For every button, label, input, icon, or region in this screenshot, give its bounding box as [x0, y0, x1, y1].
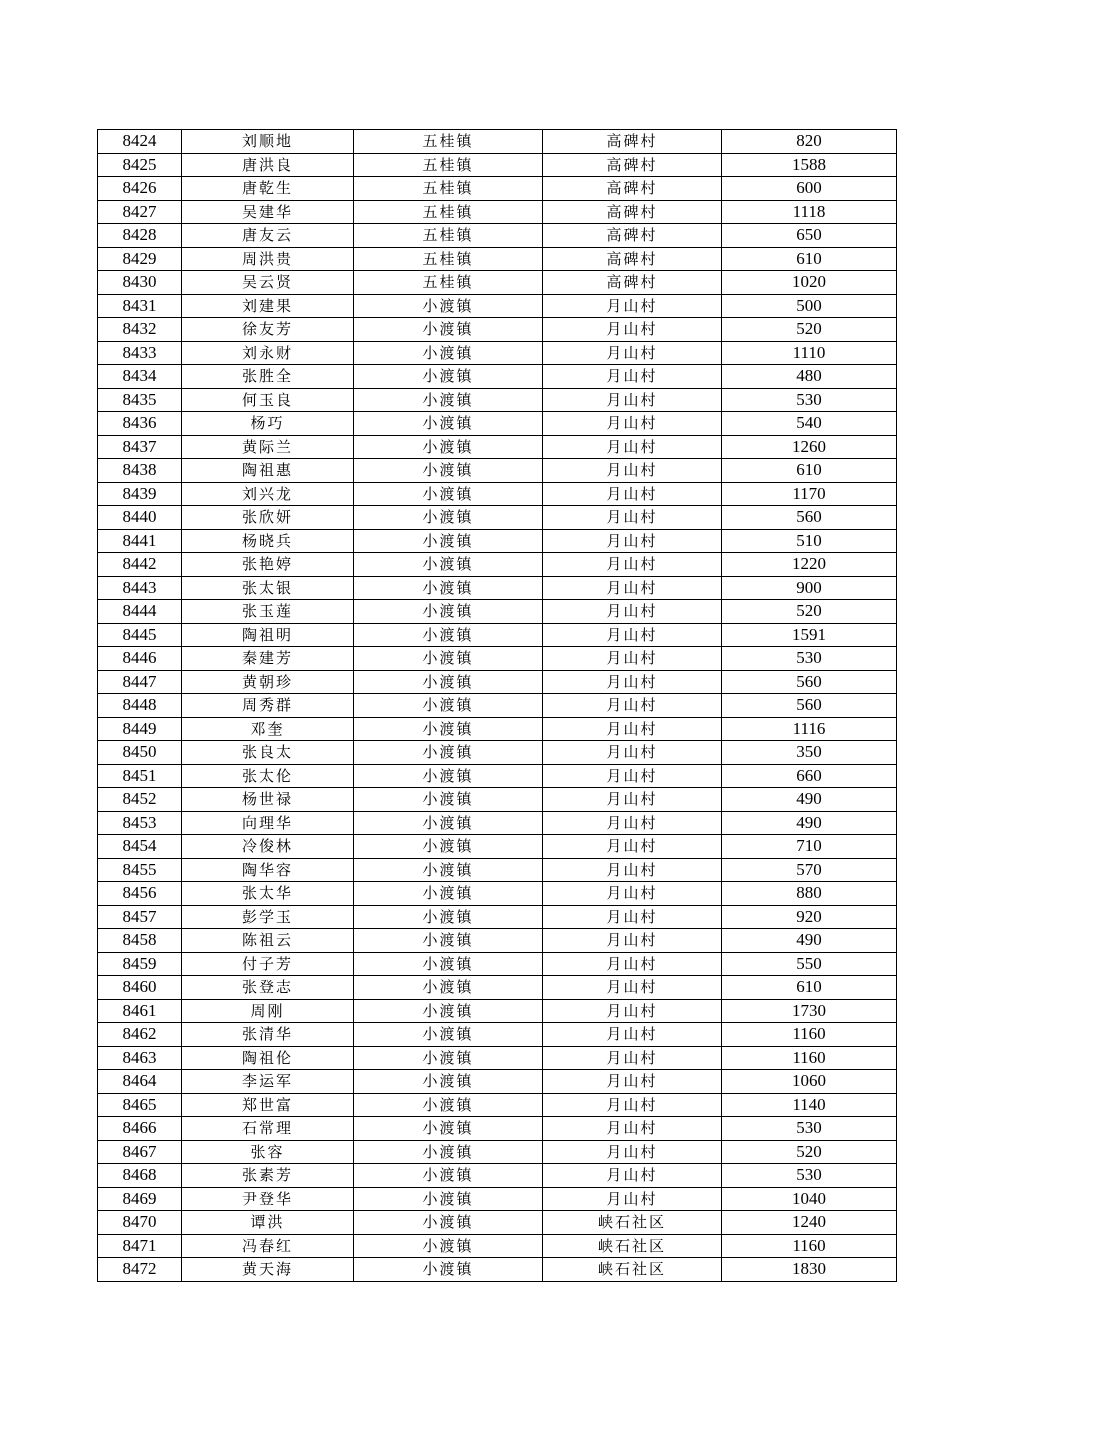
amount-cell: 1591	[722, 623, 897, 647]
town-cell: 小渡镇	[354, 553, 543, 577]
amount-cell: 1830	[722, 1258, 897, 1282]
amount-cell: 1160	[722, 1046, 897, 1070]
row-number-cell: 8448	[98, 694, 182, 718]
village-cell: 月山村	[543, 459, 722, 483]
table-row	[98, 999, 897, 1023]
village-cell: 月山村	[543, 741, 722, 765]
town-cell: 小渡镇	[354, 1211, 543, 1235]
village-cell: 月山村	[543, 529, 722, 553]
village-cell: 月山村	[543, 1023, 722, 1047]
town-cell: 五桂镇	[354, 130, 543, 154]
amount-cell: 1730	[722, 999, 897, 1023]
name-cell: 张素芳	[182, 1164, 354, 1188]
name-cell: 唐洪良	[182, 153, 354, 177]
table-row	[98, 459, 897, 483]
table-row	[98, 1046, 897, 1070]
table-row	[98, 1164, 897, 1188]
row-number-cell: 8444	[98, 600, 182, 624]
name-cell: 杨巧	[182, 412, 354, 436]
table-row	[98, 318, 897, 342]
table-row	[98, 576, 897, 600]
name-cell: 周秀群	[182, 694, 354, 718]
amount-cell: 490	[722, 788, 897, 812]
row-number-cell: 8429	[98, 247, 182, 271]
name-cell: 邓奎	[182, 717, 354, 741]
town-cell: 小渡镇	[354, 1070, 543, 1094]
row-number-cell: 8437	[98, 435, 182, 459]
village-cell: 月山村	[543, 882, 722, 906]
amount-cell: 1170	[722, 482, 897, 506]
table-row	[98, 694, 897, 718]
table-row	[98, 412, 897, 436]
row-number-cell: 8428	[98, 224, 182, 248]
table-row	[98, 177, 897, 201]
row-number-cell: 8434	[98, 365, 182, 389]
town-cell: 小渡镇	[354, 905, 543, 929]
name-cell: 张良太	[182, 741, 354, 765]
village-cell: 月山村	[543, 1070, 722, 1094]
name-cell: 陶祖惠	[182, 459, 354, 483]
row-number-cell: 8442	[98, 553, 182, 577]
table-row	[98, 905, 897, 929]
town-cell: 小渡镇	[354, 882, 543, 906]
name-cell: 徐友芳	[182, 318, 354, 342]
town-cell: 小渡镇	[354, 1140, 543, 1164]
amount-cell: 530	[722, 1164, 897, 1188]
village-cell: 月山村	[543, 1164, 722, 1188]
name-cell: 黄朝珍	[182, 670, 354, 694]
row-number-cell: 8439	[98, 482, 182, 506]
name-cell: 谭洪	[182, 1211, 354, 1235]
name-cell: 吴建华	[182, 200, 354, 224]
name-cell: 张艳婷	[182, 553, 354, 577]
row-number-cell: 8460	[98, 976, 182, 1000]
table-row	[98, 1093, 897, 1117]
name-cell: 吴云贤	[182, 271, 354, 295]
town-cell: 小渡镇	[354, 835, 543, 859]
row-number-cell: 8457	[98, 905, 182, 929]
table-row	[98, 200, 897, 224]
table-row	[98, 294, 897, 318]
table-row	[98, 647, 897, 671]
row-number-cell: 8449	[98, 717, 182, 741]
amount-cell: 660	[722, 764, 897, 788]
village-cell: 月山村	[543, 835, 722, 859]
amount-cell: 560	[722, 670, 897, 694]
town-cell: 小渡镇	[354, 1234, 543, 1258]
town-cell: 小渡镇	[354, 764, 543, 788]
village-cell: 月山村	[543, 576, 722, 600]
town-cell: 小渡镇	[354, 929, 543, 953]
name-cell: 张容	[182, 1140, 354, 1164]
amount-cell: 1140	[722, 1093, 897, 1117]
table-row	[98, 670, 897, 694]
row-number-cell: 8445	[98, 623, 182, 647]
town-cell: 五桂镇	[354, 177, 543, 201]
amount-cell: 1116	[722, 717, 897, 741]
row-number-cell: 8441	[98, 529, 182, 553]
town-cell: 小渡镇	[354, 976, 543, 1000]
town-cell: 小渡镇	[354, 1187, 543, 1211]
row-number-cell: 8471	[98, 1234, 182, 1258]
town-cell: 小渡镇	[354, 741, 543, 765]
town-cell: 小渡镇	[354, 694, 543, 718]
row-number-cell: 8463	[98, 1046, 182, 1070]
amount-cell: 710	[722, 835, 897, 859]
amount-cell: 530	[722, 388, 897, 412]
village-cell: 月山村	[543, 717, 722, 741]
village-cell: 月山村	[543, 999, 722, 1023]
amount-cell: 1588	[722, 153, 897, 177]
town-cell: 小渡镇	[354, 623, 543, 647]
village-cell: 月山村	[543, 1093, 722, 1117]
name-cell: 张登志	[182, 976, 354, 1000]
amount-cell: 520	[722, 318, 897, 342]
data-table	[97, 129, 897, 1282]
amount-cell: 490	[722, 929, 897, 953]
town-cell: 五桂镇	[354, 153, 543, 177]
table-row	[98, 764, 897, 788]
table-row	[98, 130, 897, 154]
row-number-cell: 8462	[98, 1023, 182, 1047]
town-cell: 小渡镇	[354, 600, 543, 624]
town-cell: 小渡镇	[354, 811, 543, 835]
name-cell: 陶华容	[182, 858, 354, 882]
table-row	[98, 247, 897, 271]
row-number-cell: 8431	[98, 294, 182, 318]
name-cell: 张清华	[182, 1023, 354, 1047]
table-row	[98, 835, 897, 859]
town-cell: 小渡镇	[354, 1046, 543, 1070]
table-row	[98, 788, 897, 812]
table-row	[98, 741, 897, 765]
table-row	[98, 1211, 897, 1235]
table-row	[98, 1023, 897, 1047]
row-number-cell: 8466	[98, 1117, 182, 1141]
amount-cell: 880	[722, 882, 897, 906]
amount-cell: 1160	[722, 1023, 897, 1047]
amount-cell: 560	[722, 694, 897, 718]
village-cell: 月山村	[543, 694, 722, 718]
amount-cell: 900	[722, 576, 897, 600]
amount-cell: 600	[722, 177, 897, 201]
name-cell: 陶祖明	[182, 623, 354, 647]
village-cell: 月山村	[543, 388, 722, 412]
amount-cell: 610	[722, 459, 897, 483]
village-cell: 高碑村	[543, 130, 722, 154]
town-cell: 小渡镇	[354, 1258, 543, 1282]
village-cell: 峡石社区	[543, 1258, 722, 1282]
row-number-cell: 8427	[98, 200, 182, 224]
table-row	[98, 929, 897, 953]
amount-cell: 530	[722, 647, 897, 671]
amount-cell: 1060	[722, 1070, 897, 1094]
name-cell: 黄际兰	[182, 435, 354, 459]
table-row	[98, 529, 897, 553]
amount-cell: 510	[722, 529, 897, 553]
table-row	[98, 882, 897, 906]
row-number-cell: 8464	[98, 1070, 182, 1094]
table-row	[98, 600, 897, 624]
name-cell: 杨晓兵	[182, 529, 354, 553]
town-cell: 小渡镇	[354, 1164, 543, 1188]
row-number-cell: 8465	[98, 1093, 182, 1117]
town-cell: 小渡镇	[354, 999, 543, 1023]
town-cell: 小渡镇	[354, 365, 543, 389]
name-cell: 张太伦	[182, 764, 354, 788]
table-row	[98, 1070, 897, 1094]
table-row	[98, 976, 897, 1000]
row-number-cell: 8436	[98, 412, 182, 436]
row-number-cell: 8472	[98, 1258, 182, 1282]
amount-cell: 500	[722, 294, 897, 318]
village-cell: 月山村	[543, 811, 722, 835]
row-number-cell: 8440	[98, 506, 182, 530]
amount-cell: 1118	[722, 200, 897, 224]
table-row	[98, 811, 897, 835]
town-cell: 小渡镇	[354, 435, 543, 459]
amount-cell: 520	[722, 1140, 897, 1164]
row-number-cell: 8454	[98, 835, 182, 859]
name-cell: 张太华	[182, 882, 354, 906]
row-number-cell: 8425	[98, 153, 182, 177]
name-cell: 张玉莲	[182, 600, 354, 624]
name-cell: 何玉良	[182, 388, 354, 412]
village-cell: 月山村	[543, 553, 722, 577]
table-row	[98, 1234, 897, 1258]
table-row	[98, 153, 897, 177]
village-cell: 月山村	[543, 976, 722, 1000]
village-cell: 峡石社区	[543, 1234, 722, 1258]
town-cell: 五桂镇	[354, 224, 543, 248]
table-row	[98, 482, 897, 506]
name-cell: 石常理	[182, 1117, 354, 1141]
row-number-cell: 8432	[98, 318, 182, 342]
town-cell: 五桂镇	[354, 247, 543, 271]
village-cell: 月山村	[543, 905, 722, 929]
table-body	[98, 130, 897, 1282]
village-cell: 月山村	[543, 1140, 722, 1164]
name-cell: 李运军	[182, 1070, 354, 1094]
name-cell: 付子芳	[182, 952, 354, 976]
village-cell: 高碑村	[543, 247, 722, 271]
amount-cell: 1160	[722, 1234, 897, 1258]
amount-cell: 1260	[722, 435, 897, 459]
village-cell: 峡石社区	[543, 1211, 722, 1235]
row-number-cell: 8435	[98, 388, 182, 412]
amount-cell: 650	[722, 224, 897, 248]
table-row	[98, 388, 897, 412]
row-number-cell: 8438	[98, 459, 182, 483]
town-cell: 五桂镇	[354, 200, 543, 224]
village-cell: 高碑村	[543, 224, 722, 248]
name-cell: 刘顺地	[182, 130, 354, 154]
village-cell: 月山村	[543, 365, 722, 389]
town-cell: 小渡镇	[354, 294, 543, 318]
village-cell: 高碑村	[543, 200, 722, 224]
town-cell: 小渡镇	[354, 529, 543, 553]
town-cell: 小渡镇	[354, 1117, 543, 1141]
amount-cell: 920	[722, 905, 897, 929]
town-cell: 小渡镇	[354, 412, 543, 436]
name-cell: 黄天海	[182, 1258, 354, 1282]
table-row	[98, 506, 897, 530]
table-row	[98, 1187, 897, 1211]
row-number-cell: 8461	[98, 999, 182, 1023]
name-cell: 周刚	[182, 999, 354, 1023]
name-cell: 唐友云	[182, 224, 354, 248]
amount-cell: 1110	[722, 341, 897, 365]
table-row	[98, 365, 897, 389]
amount-cell: 480	[722, 365, 897, 389]
village-cell: 月山村	[543, 506, 722, 530]
row-number-cell: 8469	[98, 1187, 182, 1211]
table-row	[98, 858, 897, 882]
name-cell: 陈祖云	[182, 929, 354, 953]
row-number-cell: 8467	[98, 1140, 182, 1164]
village-cell: 月山村	[543, 294, 722, 318]
amount-cell: 530	[722, 1117, 897, 1141]
name-cell: 唐乾生	[182, 177, 354, 201]
village-cell: 月山村	[543, 929, 722, 953]
town-cell: 小渡镇	[354, 717, 543, 741]
village-cell: 月山村	[543, 788, 722, 812]
town-cell: 小渡镇	[354, 1093, 543, 1117]
name-cell: 张胜全	[182, 365, 354, 389]
row-number-cell: 8453	[98, 811, 182, 835]
town-cell: 五桂镇	[354, 271, 543, 295]
table-row	[98, 1140, 897, 1164]
village-cell: 高碑村	[543, 271, 722, 295]
table-row	[98, 1258, 897, 1282]
town-cell: 小渡镇	[354, 318, 543, 342]
row-number-cell: 8447	[98, 670, 182, 694]
town-cell: 小渡镇	[354, 1023, 543, 1047]
village-cell: 高碑村	[543, 177, 722, 201]
table-row	[98, 271, 897, 295]
village-cell: 月山村	[543, 600, 722, 624]
town-cell: 小渡镇	[354, 388, 543, 412]
row-number-cell: 8458	[98, 929, 182, 953]
town-cell: 小渡镇	[354, 788, 543, 812]
name-cell: 秦建芳	[182, 647, 354, 671]
table-row	[98, 623, 897, 647]
town-cell: 小渡镇	[354, 482, 543, 506]
name-cell: 刘建果	[182, 294, 354, 318]
village-cell: 月山村	[543, 482, 722, 506]
name-cell: 冯春红	[182, 1234, 354, 1258]
name-cell: 张欣妍	[182, 506, 354, 530]
village-cell: 月山村	[543, 412, 722, 436]
village-cell: 月山村	[543, 318, 722, 342]
town-cell: 小渡镇	[354, 670, 543, 694]
amount-cell: 540	[722, 412, 897, 436]
row-number-cell: 8446	[98, 647, 182, 671]
name-cell: 郑世富	[182, 1093, 354, 1117]
row-number-cell: 8459	[98, 952, 182, 976]
name-cell: 陶祖伦	[182, 1046, 354, 1070]
town-cell: 小渡镇	[354, 506, 543, 530]
row-number-cell: 8455	[98, 858, 182, 882]
amount-cell: 820	[722, 130, 897, 154]
row-number-cell: 8456	[98, 882, 182, 906]
village-cell: 月山村	[543, 764, 722, 788]
name-cell: 周洪贵	[182, 247, 354, 271]
table-row	[98, 717, 897, 741]
table-row	[98, 435, 897, 459]
amount-cell: 570	[722, 858, 897, 882]
name-cell: 彭学玉	[182, 905, 354, 929]
table-row	[98, 952, 897, 976]
village-cell: 月山村	[543, 1046, 722, 1070]
town-cell: 小渡镇	[354, 952, 543, 976]
row-number-cell: 8470	[98, 1211, 182, 1235]
village-cell: 月山村	[543, 623, 722, 647]
town-cell: 小渡镇	[354, 341, 543, 365]
village-cell: 月山村	[543, 858, 722, 882]
town-cell: 小渡镇	[354, 459, 543, 483]
amount-cell: 610	[722, 976, 897, 1000]
row-number-cell: 8451	[98, 764, 182, 788]
table-row	[98, 1117, 897, 1141]
village-cell: 月山村	[543, 1187, 722, 1211]
amount-cell: 550	[722, 952, 897, 976]
row-number-cell: 8443	[98, 576, 182, 600]
amount-cell: 1040	[722, 1187, 897, 1211]
amount-cell: 560	[722, 506, 897, 530]
amount-cell: 1020	[722, 271, 897, 295]
name-cell: 张太银	[182, 576, 354, 600]
amount-cell: 350	[722, 741, 897, 765]
name-cell: 尹登华	[182, 1187, 354, 1211]
name-cell: 向理华	[182, 811, 354, 835]
village-cell: 月山村	[543, 647, 722, 671]
row-number-cell: 8426	[98, 177, 182, 201]
town-cell: 小渡镇	[354, 576, 543, 600]
row-number-cell: 8468	[98, 1164, 182, 1188]
amount-cell: 490	[722, 811, 897, 835]
name-cell: 刘永财	[182, 341, 354, 365]
name-cell: 冷俊林	[182, 835, 354, 859]
town-cell: 小渡镇	[354, 858, 543, 882]
amount-cell: 520	[722, 600, 897, 624]
row-number-cell: 8433	[98, 341, 182, 365]
table-row	[98, 341, 897, 365]
amount-cell: 1220	[722, 553, 897, 577]
table-row	[98, 224, 897, 248]
row-number-cell: 8424	[98, 130, 182, 154]
village-cell: 高碑村	[543, 153, 722, 177]
village-cell: 月山村	[543, 435, 722, 459]
village-cell: 月山村	[543, 952, 722, 976]
name-cell: 杨世禄	[182, 788, 354, 812]
town-cell: 小渡镇	[354, 647, 543, 671]
row-number-cell: 8452	[98, 788, 182, 812]
village-cell: 月山村	[543, 1117, 722, 1141]
name-cell: 刘兴龙	[182, 482, 354, 506]
amount-cell: 610	[722, 247, 897, 271]
table-row	[98, 553, 897, 577]
village-cell: 月山村	[543, 670, 722, 694]
row-number-cell: 8450	[98, 741, 182, 765]
village-cell: 月山村	[543, 341, 722, 365]
row-number-cell: 8430	[98, 271, 182, 295]
amount-cell: 1240	[722, 1211, 897, 1235]
